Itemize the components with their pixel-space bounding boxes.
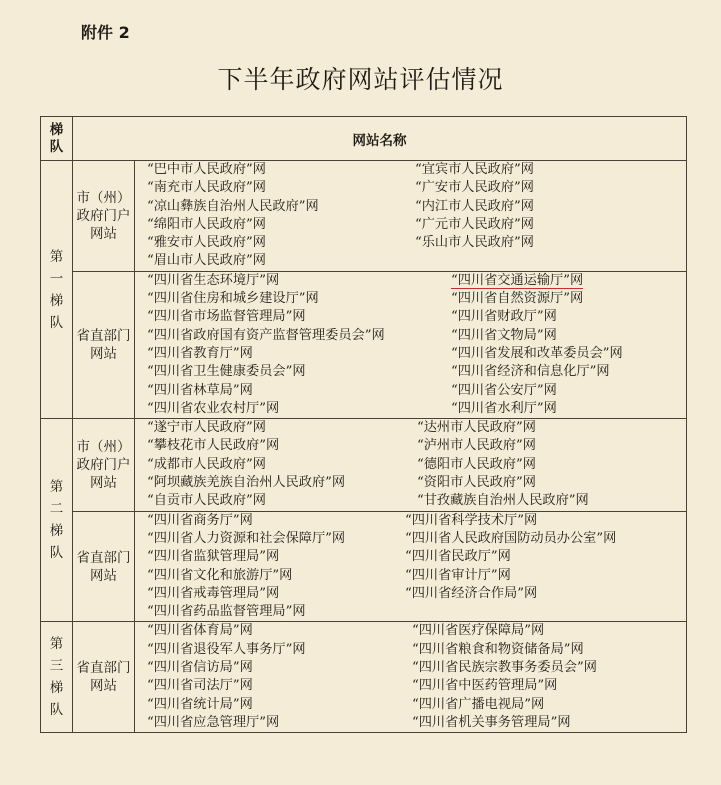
site-name: “四川省民族宗教事务委员会”网 bbox=[412, 660, 597, 676]
site-name: “四川省公安厅”网 bbox=[451, 382, 557, 398]
tier-label: 第二梯队 bbox=[41, 419, 73, 622]
site-name: “南充市人民政府”网 bbox=[147, 180, 266, 196]
evaluation-table bbox=[40, 116, 687, 733]
list-item bbox=[147, 492, 686, 510]
list-item bbox=[147, 512, 686, 530]
site-list bbox=[135, 511, 687, 622]
list-item bbox=[147, 198, 686, 216]
site-name: “四川省教育厅”网 bbox=[147, 345, 253, 361]
list-item bbox=[147, 585, 686, 603]
list-item bbox=[147, 419, 686, 437]
underlined-site-name: “四川省交通运输厅”网 bbox=[451, 272, 584, 288]
site-name: “四川省商务厅”网 bbox=[147, 512, 253, 528]
group-row bbox=[41, 271, 687, 418]
site-name: “四川省政府国有资产监督管理委员会”网 bbox=[147, 327, 385, 343]
document-title: 下半年政府网站评估情况 bbox=[217, 65, 504, 94]
site-name: “四川省经济和信息化厅”网 bbox=[451, 364, 610, 380]
list-item bbox=[147, 234, 686, 252]
list-item bbox=[147, 456, 686, 474]
site-name: “达州市人民政府”网 bbox=[417, 420, 536, 436]
list-item bbox=[147, 345, 686, 363]
site-name: “四川省水利厅”网 bbox=[451, 400, 557, 416]
list-item bbox=[147, 161, 686, 179]
site-name: “四川省农业农村厅”网 bbox=[147, 400, 280, 416]
site-name: “阿坝藏族羌族自治州人民政府”网 bbox=[147, 475, 346, 491]
list-item bbox=[147, 272, 686, 290]
site-name: “内江市人民政府”网 bbox=[415, 198, 534, 214]
site-name: “四川省财政厅”网 bbox=[451, 309, 557, 325]
site-name: “四川省司法厅”网 bbox=[147, 678, 253, 694]
list-item bbox=[147, 696, 686, 714]
site-name: “成都市人民政府”网 bbox=[147, 456, 266, 472]
group-row bbox=[41, 161, 687, 272]
group-row bbox=[41, 622, 687, 733]
site-name: “四川省生态环境厅”网 bbox=[147, 272, 280, 288]
site-name: “宜宾市人民政府”网 bbox=[415, 162, 534, 177]
site-name: “四川省科学技术厅”网 bbox=[405, 512, 538, 528]
site-name: “四川省监狱管理局”网 bbox=[147, 549, 280, 565]
group-row bbox=[41, 419, 687, 511]
site-name: “四川省体育局”网 bbox=[147, 623, 253, 639]
site-name: “四川省中医药管理局”网 bbox=[412, 678, 558, 694]
site-name: “四川省人民政府国防动员办公室”网 bbox=[405, 530, 617, 546]
site-name: “德阳市人民政府”网 bbox=[417, 456, 536, 472]
site-name: “四川省林草局”网 bbox=[147, 382, 253, 398]
header-site-names: 网站名称 bbox=[73, 117, 687, 161]
site-name: “四川省人力资源和社会保障厅”网 bbox=[147, 530, 346, 546]
list-item bbox=[147, 252, 686, 270]
site-list bbox=[135, 419, 687, 511]
site-name: “自贡市人民政府”网 bbox=[147, 493, 266, 509]
table-header-row bbox=[41, 117, 687, 161]
site-name: “四川省经济合作局”网 bbox=[405, 585, 538, 601]
tier-label: 第一梯队 bbox=[41, 161, 73, 419]
list-item bbox=[147, 437, 686, 455]
site-name: “四川省医疗保障局”网 bbox=[412, 623, 545, 639]
list-item bbox=[147, 641, 686, 659]
attachment-label: 附件 2 bbox=[81, 23, 130, 42]
site-name: “四川省应急管理厅”网 bbox=[147, 714, 280, 730]
list-item bbox=[147, 400, 686, 418]
list-item bbox=[147, 382, 686, 400]
site-name: “四川省退役军人事务厅”网 bbox=[147, 641, 306, 657]
list-item bbox=[147, 677, 686, 695]
list-item bbox=[147, 474, 686, 492]
site-name: “四川省广播电视局”网 bbox=[412, 696, 545, 712]
list-item bbox=[147, 714, 686, 732]
category-label: 市（州）政府门户网站 bbox=[73, 419, 135, 511]
site-name: “乐山市人民政府”网 bbox=[415, 235, 534, 251]
site-name: “绵阳市人民政府”网 bbox=[147, 216, 266, 232]
site-name bbox=[451, 272, 583, 290]
list-item bbox=[147, 659, 686, 677]
site-name: “四川省统计局”网 bbox=[147, 696, 253, 712]
list-item bbox=[147, 363, 686, 381]
list-item bbox=[147, 179, 686, 197]
category-label: 省直部门网站 bbox=[73, 511, 135, 622]
site-name: “四川省药品监督管理局”网 bbox=[147, 604, 306, 620]
site-name: “四川省文化和旅游厅”网 bbox=[147, 567, 293, 583]
site-name: “四川省市场监督管理局”网 bbox=[147, 309, 306, 325]
site-name: “四川省信访局”网 bbox=[147, 660, 253, 676]
site-list bbox=[135, 161, 687, 272]
category-label: 省直部门网站 bbox=[73, 622, 135, 733]
site-name: “眉山市人民政府”网 bbox=[147, 253, 266, 269]
site-name: “四川省戒毒管理局”网 bbox=[147, 585, 280, 601]
site-name: “泸州市人民政府”网 bbox=[417, 438, 536, 454]
site-name: “四川省住房和城乡建设厅”网 bbox=[147, 291, 319, 307]
site-name: “攀枝花市人民政府”网 bbox=[147, 438, 280, 454]
site-name: “四川省审计厅”网 bbox=[405, 567, 511, 583]
group-row bbox=[41, 511, 687, 622]
list-item bbox=[147, 567, 686, 585]
list-item bbox=[147, 327, 686, 345]
site-name: “四川省机关事务管理局”网 bbox=[412, 714, 571, 730]
site-name: “四川省卫生健康委员会”网 bbox=[147, 364, 306, 380]
site-name: “资阳市人民政府”网 bbox=[417, 475, 536, 491]
site-name: “四川省粮食和物资储备局”网 bbox=[412, 641, 584, 657]
site-list bbox=[135, 271, 687, 418]
list-item bbox=[147, 622, 686, 640]
list-item bbox=[147, 530, 686, 548]
site-name: “甘孜藏族自治州人民政府”网 bbox=[417, 493, 589, 509]
category-label: 省直部门网站 bbox=[73, 271, 135, 418]
list-item bbox=[147, 603, 686, 621]
header-tier: 梯队 bbox=[41, 117, 73, 161]
site-name: “四川省民政厅”网 bbox=[405, 549, 511, 565]
category-label: 市（州）政府门户网站 bbox=[73, 161, 135, 272]
site-name: “四川省文物局”网 bbox=[451, 327, 557, 343]
site-list bbox=[135, 622, 687, 733]
site-name: “四川省自然资源厅”网 bbox=[451, 291, 584, 307]
site-name: “凉山彝族自治州人民政府”网 bbox=[147, 198, 319, 214]
site-name: “四川省发展和改革委员会”网 bbox=[451, 345, 623, 361]
list-item bbox=[147, 216, 686, 234]
list-item bbox=[147, 548, 686, 566]
list-item bbox=[147, 290, 686, 308]
site-name: “雅安市人民政府”网 bbox=[147, 235, 266, 251]
site-name: “广元市人民政府”网 bbox=[415, 216, 534, 232]
site-name: “遂宁市人民政府”网 bbox=[147, 420, 266, 436]
site-name: “巴中市人民政府”网 bbox=[147, 162, 266, 177]
list-item bbox=[147, 308, 686, 326]
site-name: “广安市人民政府”网 bbox=[415, 180, 534, 196]
tier-label: 第三梯队 bbox=[41, 622, 73, 733]
